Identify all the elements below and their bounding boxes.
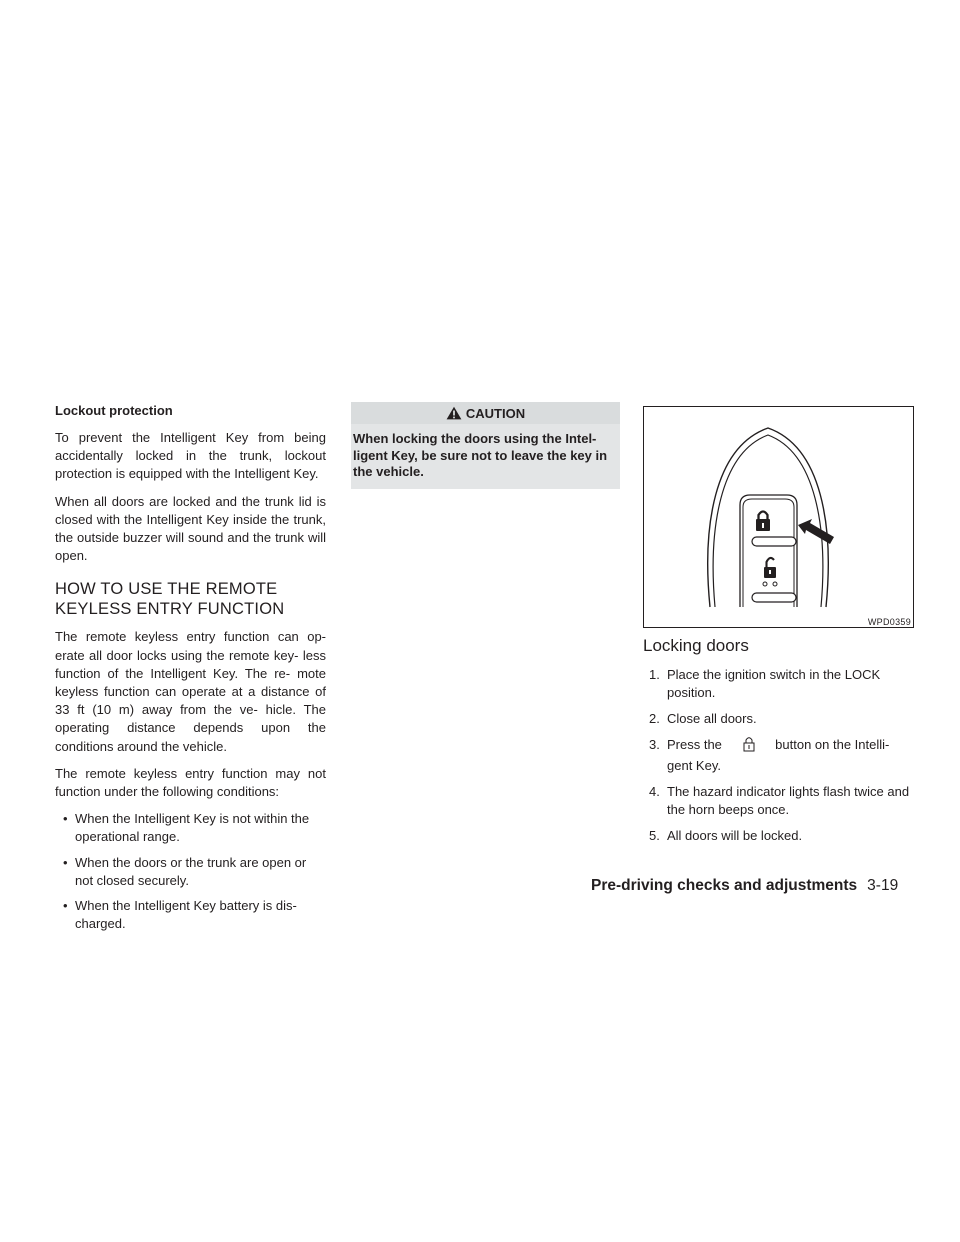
right-column (643, 402, 914, 853)
locking-doors-title: Locking doors (643, 636, 749, 655)
lock-icon (726, 736, 772, 757)
intelligent-key-lock-button-illustration (644, 407, 913, 627)
step-item (649, 710, 914, 728)
step-number: 2. (649, 711, 660, 726)
middle-column (351, 402, 620, 489)
step-text: The hazard indicator lights flash twice and the horn beeps once. (667, 784, 910, 817)
condition-item: • When the Intelligent Key is not within the operational range. (63, 810, 326, 846)
step-number: 1. (649, 667, 660, 682)
step-number: 3. (649, 737, 660, 752)
step-text-after: button on the Intelli- gent Key. (667, 737, 890, 773)
step-text-before: Press the (667, 737, 722, 752)
page-number: 3-19 (867, 877, 899, 894)
condition-item: • When the doors or the trunk are open or not closed securely. (63, 854, 326, 890)
figure-code: WPD0359 (867, 617, 911, 627)
caution-header (351, 402, 620, 424)
condition-item: • When the Intelligent Key battery is dis- charged. (63, 897, 326, 933)
footer-title: Pre-driving checks and adjustments (591, 877, 858, 894)
caution-label: CAUTION (465, 405, 526, 421)
remote-title-line-1: HOW TO USE THE REMOTE (55, 580, 278, 599)
step-text: All doors will be locked. (667, 828, 803, 843)
step-item (649, 827, 914, 845)
left-column (55, 402, 326, 940)
step-item (649, 666, 914, 702)
lockout-paragraph-1: To prevent the Intelligent Key from being accidentally locked in the trunk, lockout protection is equipped with the Intelligent Key. (55, 430, 326, 482)
lockout-paragraph-2: When all doors are locked and the trunk lid is closed with the Intelligent Key inside the trunk, the outside buzzer will sound and the trunk will open. (55, 493, 326, 564)
remote-paragraph-1: The remote keyless entry function can op- erate all door locks using the remote key- less function of the Intelligent Key. The re- mote keyless function can operate at a distance of 33 ft (10 m) away from the ve- hicle. The operating distance depends upon the conditions around the vehicle. (55, 629, 326, 754)
step-number: 4. (649, 784, 660, 799)
step-text: Place the ignition switch in the LOCK position. (667, 667, 881, 700)
intelligent-key-figure (643, 406, 914, 628)
step-item (649, 736, 914, 775)
remote-paragraph-2: The remote keyless entry function may not function under the following conditions: (55, 765, 326, 800)
step-text: Close all doors. (667, 711, 757, 726)
page-footer (591, 877, 898, 895)
step-number: 5. (649, 828, 660, 843)
step-item (649, 783, 914, 819)
remote-section-title (55, 579, 326, 619)
lockout-heading: Lockout protection (55, 403, 173, 418)
remote-title-line-2: KEYLESS ENTRY FUNCTION (55, 600, 285, 619)
locking-steps (643, 666, 914, 845)
caution-text: When locking the doors using the Intel- ligent Key, be sure not to leave the key in the vehicle. (351, 424, 620, 489)
warning-icon (446, 406, 462, 420)
conditions-list (55, 810, 326, 933)
